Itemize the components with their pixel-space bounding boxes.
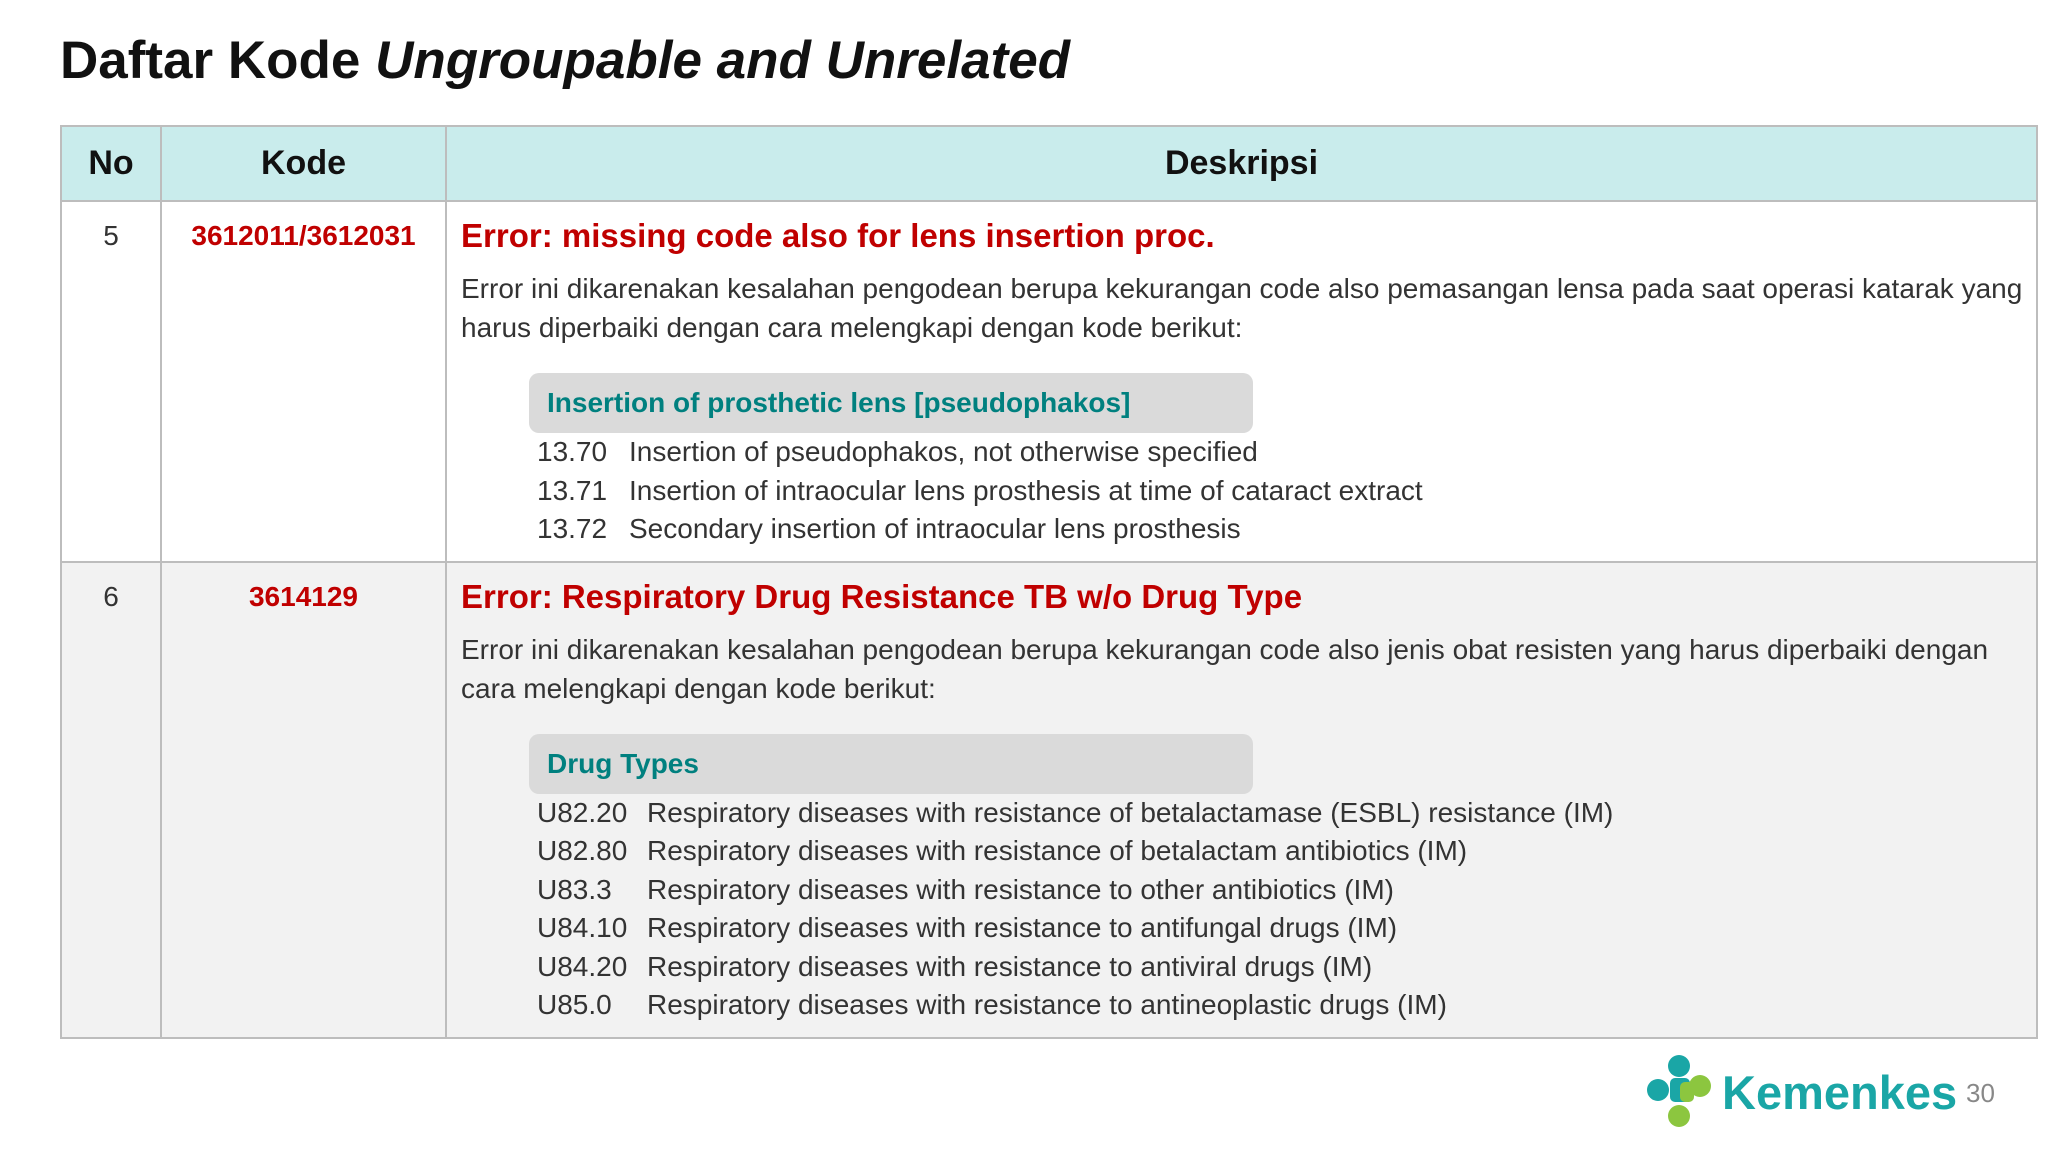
row-description — [446, 562, 2037, 1038]
item-text: Respiratory diseases with resistance to antiviral drugs (IM) — [647, 950, 1373, 982]
code-list-item — [537, 794, 2024, 833]
item-code: U84.10 — [537, 912, 628, 943]
row-code: 3614129 — [161, 562, 446, 1038]
code-table — [60, 125, 2038, 1039]
logo-text: Kemenkes — [1722, 1065, 1958, 1119]
header-no: No — [61, 126, 161, 201]
error-title: Error: Respiratory Drug Resistance TB w/o Drug Type — [461, 577, 1303, 615]
title-italic: Ungroupable and Unrelated — [375, 31, 1071, 90]
code-list-item — [537, 832, 2024, 871]
error-description: Error ini dikarenakan kesalahan pengodean berupa kekurangan code also pemasangan lensa pada saat operasi katarak yang harus diperbaiki dengan cara melengkapi dengan kode berikut: — [461, 273, 2023, 343]
header-deskripsi: Deskripsi — [446, 126, 2037, 201]
code-list-item — [537, 986, 2024, 1025]
code-list — [537, 794, 2024, 1025]
item-text: Insertion of intraocular lens prosthesis at time of cataract extract — [629, 474, 1423, 506]
header-kode: Kode — [161, 126, 446, 201]
error-title: Error: missing code also for lens insertion proc. — [461, 217, 1215, 254]
item-code: U83.3 — [537, 873, 612, 905]
table-row — [61, 201, 2037, 562]
kemenkes-logo — [1646, 1054, 1957, 1130]
row-number: 6 — [61, 562, 161, 1038]
page-number: 30 — [1966, 1078, 1995, 1108]
code-list — [537, 433, 2024, 549]
kemenkes-logo-icon — [1646, 1054, 1712, 1130]
item-text: Insertion of pseudophakos, not otherwise specified — [629, 436, 1258, 467]
item-code: 13.72 — [537, 513, 608, 544]
item-code: U85.0 — [537, 989, 612, 1020]
row-code: 3612011/3612031 — [161, 201, 446, 562]
item-text: Respiratory diseases with resistance of betalactam antibiotics (IM) — [647, 835, 1468, 866]
item-code: U82.80 — [537, 835, 628, 866]
code-list-item — [537, 472, 2024, 511]
row-number: 5 — [61, 201, 161, 562]
page-title — [60, 30, 1070, 91]
subheading-box: Drug Types — [529, 734, 1253, 794]
subheading-box: Insertion of prosthetic lens [pseudophakos] — [529, 373, 1253, 433]
title-plain: Daftar Kode — [60, 31, 376, 90]
code-list-item — [537, 948, 2024, 987]
item-text: Respiratory diseases with resistance to antineoplastic drugs (IM) — [647, 989, 1447, 1020]
code-list-item — [537, 510, 2024, 549]
item-code: 13.71 — [537, 474, 608, 506]
item-code: 13.70 — [537, 436, 608, 467]
code-list-item — [537, 909, 2024, 948]
item-text: Respiratory diseases with resistance to other antibiotics (IM) — [647, 873, 1394, 905]
error-description: Error ini dikarenakan kesalahan pengodean berupa kekurangan code also jenis obat resisten yang harus diperbaiki dengan cara melengkapi dengan kode berikut: — [461, 633, 1989, 704]
code-list-item — [537, 871, 2024, 910]
table-header-row — [61, 126, 2037, 201]
item-code: U82.20 — [537, 796, 628, 828]
table-row — [61, 562, 2037, 1038]
item-text: Secondary insertion of intraocular lens prosthesis — [629, 513, 1241, 544]
row-description — [446, 201, 2037, 562]
code-list-item — [537, 433, 2024, 472]
item-text: Respiratory diseases with resistance to antifungal drugs (IM) — [647, 912, 1398, 943]
item-code: U84.20 — [537, 950, 628, 982]
item-text: Respiratory diseases with resistance of betalactamase (ESBL) resistance (IM) — [647, 796, 1614, 828]
